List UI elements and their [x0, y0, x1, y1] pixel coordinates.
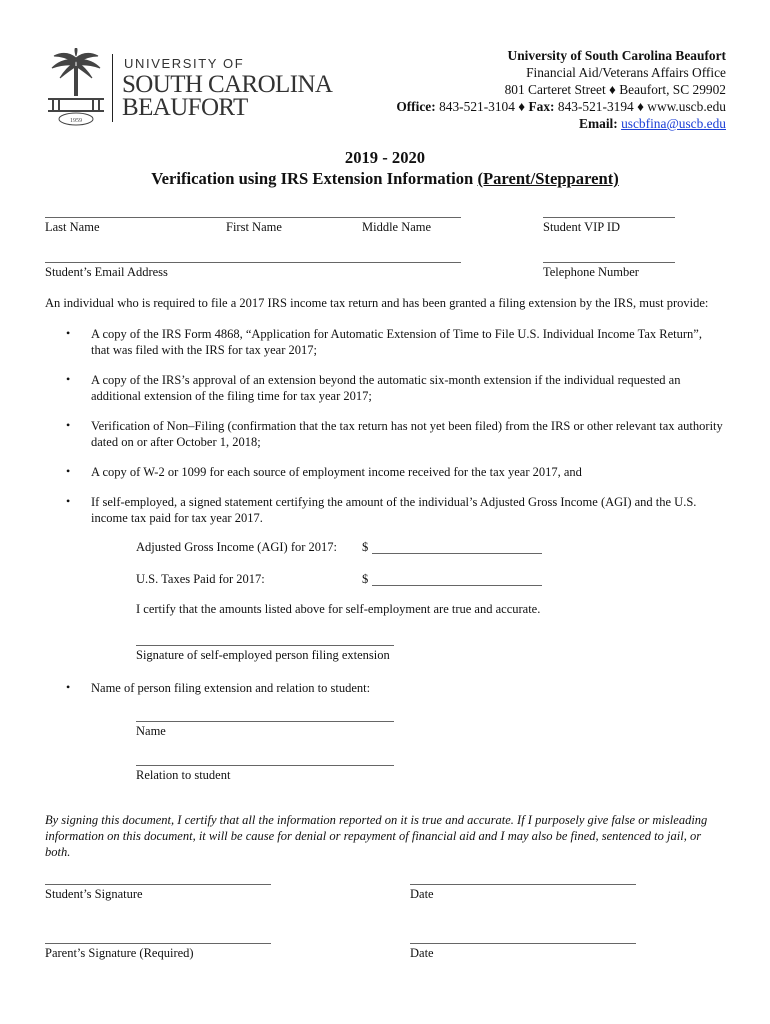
self-employment-certify: I certify that the amounts listed above for self-employment are true and accurate. [136, 602, 541, 616]
student-signature-line[interactable] [45, 884, 271, 885]
form-title-main: Verification using IRS Extension Information [151, 169, 478, 188]
fax-label: Fax: [528, 99, 555, 114]
bullet-6-text: Name of person filing extension and relation to student: [91, 681, 371, 695]
bullet-5-text: If self-employed, a signed statement certifying the amount of the individual’s Adjusted Gross Income (AGI) and the U.S. income tax paid for tax year 2017. [91, 495, 697, 525]
student-signature-label: Student’s Signature [45, 887, 143, 901]
bullet-1-text: A copy of the IRS Form 4868, “Application for Automatic Extension of Time to File U.S. Individual Income Tax Return”, that was filed with the IRS for tax year 2017; [91, 327, 702, 357]
form-year: 2019 - 2020 [344, 148, 426, 167]
student-date-line[interactable] [410, 884, 636, 885]
self-employed-signature-label: Signature of self-employed person filing extension [136, 648, 390, 662]
first-name-label: First Name [226, 220, 282, 234]
email-input-line[interactable] [45, 262, 461, 263]
last-name-label: Last Name [45, 220, 100, 234]
bullet-2-text: A copy of the IRS’s approval of an extension beyond the automatic six-month extension if the individual requested an additional extension of the filing time for tax year 2017; [91, 373, 681, 403]
intro-text: An individual who is required to file a 2017 IRS income tax return and has been granted a filing extension by the IRS, must provide: [45, 296, 709, 310]
bullet-5-icon: • [66, 494, 71, 508]
logo-line-2: SOUTH CAROLINA [122, 71, 333, 98]
office-address: 801 Carteret Street ♦ Beaufort, SC 29902 [504, 82, 726, 97]
email-label: Email: [579, 116, 618, 131]
agi-input-line[interactable] [372, 553, 542, 554]
logo-line-3: BEAUFORT [122, 94, 248, 121]
agi-dollar-sign: $ [362, 540, 369, 554]
taxes-paid-label: U.S. Taxes Paid for 2017: [136, 572, 265, 586]
student-date-label: Date [410, 887, 434, 901]
office-name: Financial Aid/Veterans Affairs Office [526, 65, 726, 80]
telephone-label: Telephone Number [543, 265, 639, 279]
student-vip-id-label: Student VIP ID [543, 220, 621, 234]
taxes-input-line[interactable] [372, 585, 542, 586]
vip-id-line[interactable] [543, 217, 675, 218]
bullet-1-icon: • [66, 326, 71, 340]
office-contact-block [396, 47, 726, 132]
telephone-line[interactable] [543, 262, 675, 263]
office-phone: 843-521-3104 [439, 99, 515, 114]
bullet-3-text: Verification of Non–Filing (confirmation that the tax return has not yet been filed) from the IRS or other relevant tax authority dated on or after October 1, 2018; [91, 419, 723, 449]
student-email-label: Student’s Email Address [45, 265, 168, 279]
parent-date-label: Date [410, 946, 434, 960]
office-label: Office: [396, 99, 436, 114]
parent-date-line[interactable] [410, 943, 636, 944]
certification-text: By signing this document, I certify that all the information reported on it is true and accurate. If I purposely give false or misleading information on this document, it will be cause for denial or repayment of financial aid and I may also be fined, sentenced to jail, or both. [45, 813, 708, 859]
palmetto-tree-icon [44, 48, 108, 128]
relation-line[interactable] [136, 765, 394, 766]
name-line[interactable] [45, 217, 461, 218]
website[interactable]: www.uscb.edu [647, 99, 726, 114]
form-title [0, 169, 770, 189]
org-name: University of South Carolina Beaufort [507, 48, 726, 63]
fax-phone: 843-521-3194 [557, 99, 634, 114]
relation-label: Relation to student [136, 768, 231, 782]
bullet-4-icon: • [66, 464, 71, 478]
bullet-4-text: A copy of W-2 or 1099 for each source of employment income received for the tax year 2017, and [91, 465, 582, 479]
agi-label: Adjusted Gross Income (AGI) for 2017: [136, 540, 338, 554]
office-phone-line: Office: 843-521-3104 ♦ Fax: 843-521-3194 ♦ www.uscb.edu [396, 99, 726, 114]
form-title-underlined: (Parent/Stepparent) [477, 169, 619, 188]
parent-signature-label: Parent’s Signature (Required) [45, 946, 194, 960]
extension-name-label: Name [136, 724, 166, 738]
email-link[interactable]: uscbfina@uscb.edu [621, 116, 726, 131]
bullet-2-icon: • [66, 372, 71, 386]
parent-signature-line[interactable] [45, 943, 271, 944]
university-logo [44, 48, 333, 128]
logo-divider [112, 54, 113, 122]
email-line [396, 115, 726, 132]
seal-year: 1959 [70, 118, 82, 124]
bullet-3-icon: • [66, 418, 71, 432]
self-employed-signature-line[interactable] [136, 645, 394, 646]
taxes-dollar-sign: $ [362, 572, 369, 586]
logo-line-1: UNIVERSITY OF [124, 56, 245, 71]
middle-name-label: Middle Name [362, 220, 432, 234]
bullet-6-icon: • [66, 680, 71, 694]
extension-name-line[interactable] [136, 721, 394, 722]
